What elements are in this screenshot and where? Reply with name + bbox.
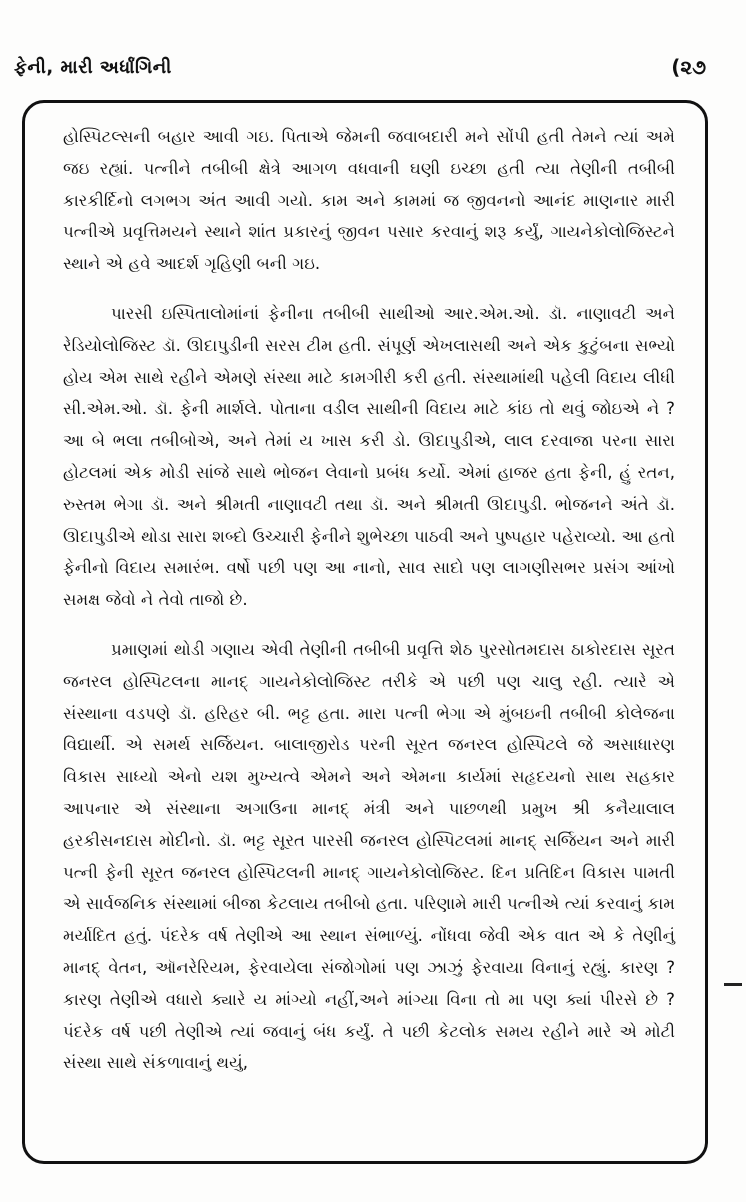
chapter-title: ફેની, મારી અર્ધાંગિની [14, 56, 172, 78]
page-number: (૨૭ [671, 55, 706, 79]
margin-mark [724, 983, 742, 986]
paragraph-1: હોસ્પિટલ્સની બહાર આવી ગઇ. પિતાએ જેમની જવાબદારી મને સોંપી હતી તેમને ત્યાં અમે જઇ રહ્યાં. પત્નીને તબીબી ક્ષેત્રે આગળ વધવાની ઘણી ઇચ્છા હતી ત્યા તેણીની તબીબી કારકીર્દિનો લગભગ અંત આવી ગયો. કામ અને કામમાં જ જીવનનો આનંદ માણનાર મારી પત્નીએ પ્રવૃત્તિમયને સ્થાને શાંત પ્રકારનું જીવન પસાર કરવાનું શરૂ કર્યું, ગાયનેકોલોજિસ્ટને સ્થાને એ હવે આદર્શ ગૃહિણી બની ગઇ. [63, 127, 675, 274]
paragraph-2: પારસી ઇસ્પિતાલોમાંનાં ફેનીના તબીબી સાથીઓ આર.એમ.ઓ. ડૉ. નાણાવટી અને રેડિયોલોજિસ્ટ ડૉ. ઊદાપુડીની સરસ ટીમ હતી. સંપૂર્ણ એખલાસથી અને એક કુટુંબના સભ્યો હોય એમ સાથે રહીને એમણે સંસ્થા માટે કામગીરી કરી હતી. સંસ્થામાંથી પહેલી વિદાય લીધી સી.એમ.ઓ. ડૉ. ફેની માર્શલે. પોતાના વડીલ સાથીની વિદાય માટે કાંઇ તો થવું જોઇએ ને ? આ બે ભલા તબીબોએ, અને તેમાં ય ખાસ કરી ડો. ઊદાપુડીએ, લાલ દરવાજા પરના સારા હોટલમાં એક મોડી સાંજે સાથે ભોજન લેવાનો પ્રબંધ કર્યો. એમાં હાજર હતા ફેની, હું રતન, રુસ્તમ ભેગા ડૉ. અને શ્રીમતી નાણાવટી તથા ડૉ. અને શ્રીમતી ઊદાપુડી. ભોજનને અંતે ડૉ. ઊદાપુડીએ થોડા સારા શબ્દો ઉચ્ચારી ફેનીને શુભેચ્છા પાઠવી અને પુષ્પહાર પહેરાવ્યો. આ હતો ફેનીનો વિદાય સમારંભ. વર્ષો પછી પણ આ નાનો, સાવ સાદો પણ લાગણીસભર પ્રસંગ આંખો સમક્ષ જેવો ને તેવો તાજો છે. [63, 303, 675, 610]
running-header [14, 52, 706, 82]
paragraph-3: પ્રમાણમાં થોડી ગણાય એવી તેણીની તબીબી પ્રવૃત્તિ શેઠ પુરસોતમદાસ ઠાકોરદાસ સૂરત જનરલ હોસ્પિટલના માનદ્ ગાયનેકોલોજિસ્ટ તરીકે એ પછી પણ ચાલુ રહી. ત્યારે એ સંસ્થાના વડપણે ડૉ. હરિહર બી. ભટ્ટ હતા. મારા પત્ની ભેગા એ મુંબઇની તબીબી કોલેજના વિદ્યાર્થી. એ સમર્થ સર્જિયન. બાલાજીરોડ પરની સૂરત જનરલ હોસ્પિટલે જે અસાધારણ વિકાસ સાધ્યો એનો યશ મુખ્યત્વે એમને અને એમના કાર્યમાં સહૃદયનો સાથ સહકાર આપનાર એ સંસ્થાના અગાઉના માનદ્ મંત્રી અને પાછળથી પ્રમુખ શ્રી કનૈયાલાલ હરકીસનદાસ મોદીનો. ડૉ. ભટ્ટ સૂરત પારસી જનરલ હોસ્પિટલમાં માનદ્ સર્જિયન અને મારી પત્ની ફેની સૂરત જનરલ હોસ્પિટલની માનદ્ ગાયનેકોલોજિસ્ટ. દિન પ્રતિદિન વિકાસ પામતી એ સાર્વજનિક સંસ્થામાં બીજા કેટલાય તબીબો હતા. પરિણામે મારી પત્નીએ ત્યાં કરવાનું કામ મર્યાદિત હતું. પંદરેક વર્ષ તેણીએ આ સ્થાન સંભાળ્યું. નોંધવા જેવી એક વાત એ કે તેણીનું માનદ્ વેતન, ઑનરેરિયમ, ફેરવાયેલા સંજોગોમાં પણ ઝાઝું ફેરવાયા વિનાનું રહ્યું. કારણ ? કારણ તેણીએ વધારો ક્યારે ય માંગ્યો નહીં,અને માંગ્યા વિના તો મા પણ ક્યાં પીરસે છે ? પંદરેક વર્ષ પછી તેણીએ ત્યાં જવાનું બંધ કર્યું. તે પછી કેટલોક સમય રહીને મારે એ મોટી સંસ્થા સાથે સંકળાવાનું થયું, [63, 639, 675, 1073]
text-frame [22, 100, 708, 1164]
body-text [63, 121, 675, 1079]
